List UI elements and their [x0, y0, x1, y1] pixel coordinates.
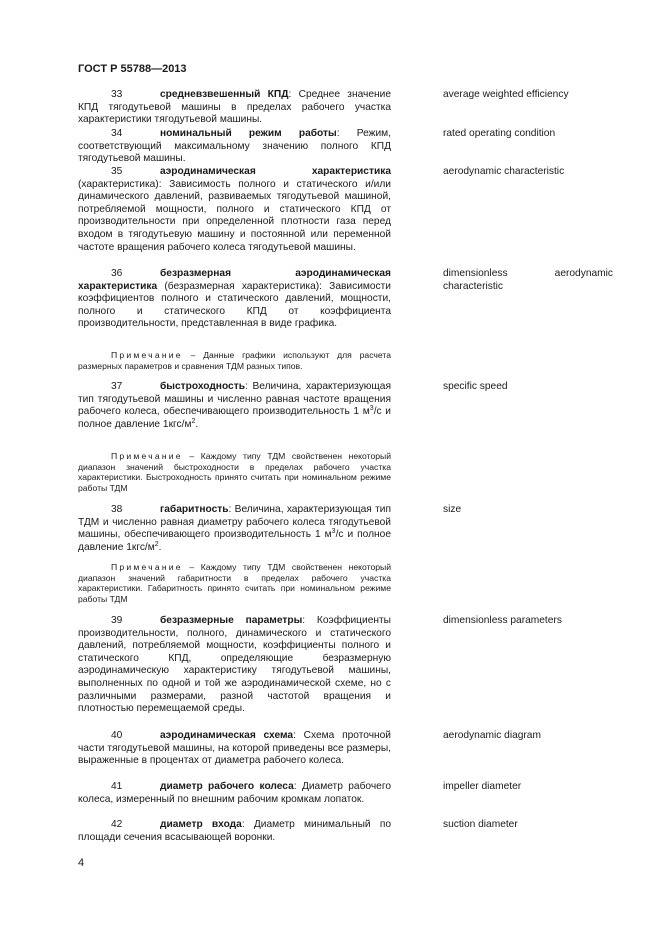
- term-number: 39: [111, 615, 123, 626]
- note-label: Примечание: [111, 350, 183, 360]
- term-entry-33: [78, 89, 391, 127]
- term-definition: : Схема проточной части тягодутьевой машины, на которой приведены все размеры, выраженные в процентах от диаметра рабочего колеса.: [78, 730, 391, 767]
- term-definition: (безразмерная характеристика): Зависимости коэффициентов полного и статического давлений, мощности, полного и статического КПД от коэффициента производительности, представленная в виде графика.: [78, 280, 391, 330]
- term-english-37: specific speed: [443, 381, 508, 392]
- note-text: – Данные графики используют для расчета размерных параметров и сравнения ТДМ разных типов.: [78, 350, 391, 371]
- term-name: безразмерные параметры: [160, 615, 303, 626]
- note-text: – Каждому типу ТДМ свойственен некоторый диапазон значений габаритности в пределах рабочего участка характеристики. Габаритность принято считать при номинальном режиме работы ТДМ: [78, 562, 391, 604]
- note-text: – Каждому типу ТДМ свойственен некоторый диапазон значений быстроходности в пределах рабочего участка характеристики. Быстроходность принято считать при номинальном режиме работы ТДМ: [78, 451, 391, 493]
- term-definition: : Диаметр рабочего колеса, измеренный по внешним рабочим кромкам лопаток.: [78, 781, 391, 805]
- term-name: средневзвешенный КПД: [160, 89, 289, 100]
- term-english-34: rated operating condition: [443, 128, 556, 139]
- term-name: аэродинамическая характеристика: [160, 166, 391, 177]
- term-name: диаметр рабочего колеса: [160, 781, 294, 792]
- term-english-36: dimensionless aerodynamic characteristic: [443, 268, 613, 292]
- term-entry-40: [78, 730, 391, 768]
- term-english-39: dimensionless parameters: [443, 615, 562, 626]
- term-number: 38: [111, 504, 123, 515]
- term-entry-38: [78, 504, 391, 554]
- note-label: Примечание: [111, 451, 183, 461]
- note-38: [78, 562, 391, 604]
- term-entry-41: [78, 781, 391, 806]
- term-entry-39: [78, 615, 391, 716]
- term-number: 41: [111, 781, 123, 792]
- term-number: 42: [111, 819, 123, 830]
- term-number: 36: [111, 268, 123, 279]
- term-english-42: suction diameter: [443, 819, 518, 830]
- term-name: габаритность: [160, 504, 229, 515]
- term-definition: : Режим, соответствующий максимальному значению полного КПД тягодутьевой машины.: [78, 128, 391, 165]
- term-name: быстроходность: [160, 381, 245, 392]
- term-number: 34: [111, 128, 123, 139]
- note-label: Примечание: [111, 562, 183, 572]
- term-english-33: average weighted efficiency: [443, 89, 569, 100]
- page-number: 4: [78, 857, 85, 869]
- note-36: [78, 350, 391, 371]
- note-37: [78, 451, 391, 493]
- term-definition: : Среднее значение КПД тягодутьевой машины в пределах рабочего участка характеристики тягодутьевой машины.: [78, 89, 391, 126]
- term-english-35: aerodynamic characteristic: [443, 166, 565, 177]
- term-entry-35: [78, 166, 391, 254]
- term-english-41: impeller diameter: [443, 781, 522, 792]
- term-name: диаметр входа: [160, 819, 242, 830]
- term-definition: : Величина, характеризующая тип ТДМ и численно равная диаметру рабочего колеса тягодутьевой машины, обеспечивающего производительность 1 $м^3/с$ и полное давление $1кгс/м^2$.: [78, 504, 391, 553]
- document-header: ГОСТ Р 55788—2013: [78, 63, 187, 75]
- term-definition: : Коэффициенты производительности, полного, динамического и статического давлений, потребляемой мощности, коэффициенты полного и статического КПД, определяющие безразмерную аэродинамическую характеристику тягодутьевой машины, выполненных по одной и той же аэродинамической схеме, но с различными размерами, разной частотой вращения и плотностью перемещаемой среды.: [78, 615, 391, 715]
- term-definition: : Диаметр минимальный по площади сечения всасывающей воронки.: [78, 819, 392, 843]
- term-english-38: size: [443, 504, 462, 515]
- term-number: 35: [111, 166, 123, 177]
- term-definition: : Величина, характеризующая тип тягодутьевой машины и численно равная частоте вращения рабочего колеса, обеспечивающего производительность 1 $м^3/с$ и полное давление $1кгс/м^2$.: [78, 381, 391, 430]
- term-number: 37: [111, 381, 123, 392]
- term-entry-36: [78, 268, 391, 331]
- term-name: безразмерная аэродинамическая характеристика: [78, 268, 391, 292]
- term-entry-42: [78, 819, 391, 844]
- term-english-40: aerodynamic diagram: [443, 730, 541, 741]
- term-name: номинальный режим работы: [160, 128, 337, 139]
- term-number: 40: [111, 730, 123, 741]
- term-name: аэродинамическая схема: [160, 730, 294, 741]
- term-entry-34: [78, 128, 391, 166]
- term-definition: (характеристика): Зависимость полного и статического и/или динамического давлений, развиваемых тягодутьевой машиной, потребляемой мощности, полного и статического КПД от производительности при определенной плотности газа перед входом в тягодутьевую машину и постоянной или переменной частоте вращения рабочего колеса тягодутьевой машины.: [78, 178, 391, 253]
- term-entry-37: [78, 381, 391, 431]
- term-number: 33: [111, 89, 123, 100]
